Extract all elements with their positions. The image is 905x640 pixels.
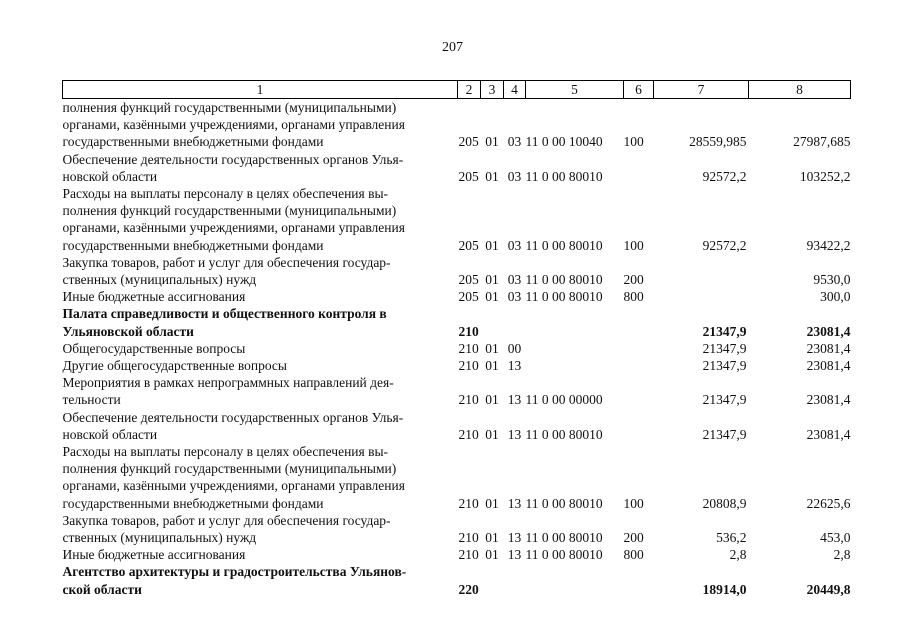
row-name-line: ственных (муниципальных) нужд — [62, 272, 257, 288]
row-value-2018: 21347,9 — [702, 426, 747, 442]
row-rz: 01 — [485, 272, 499, 288]
page-number: 207 — [442, 40, 463, 55]
row-value-2018: 536,2 — [716, 530, 747, 546]
row-pr: 13 — [507, 495, 522, 511]
header-col-5: 5 — [526, 81, 624, 99]
row-csr: 11 0 00 80010 — [525, 547, 603, 563]
row-pr: 13 — [507, 530, 522, 546]
row-pr: 13 — [507, 547, 522, 563]
row-pr: 03 — [507, 237, 522, 253]
row-value-2018: 20808,9 — [702, 495, 747, 511]
row-name-line: органами, казёнными учреждениями, органами управления — [62, 220, 405, 236]
row-name — [63, 512, 458, 546]
row-csr: 11 0 00 10040 — [525, 134, 603, 150]
row-name-line: Палата справедливости и общественного контроля в — [62, 306, 387, 322]
row-name — [63, 443, 458, 512]
row-name-line: Закупка товаров, работ и услуг для обеспечения государ- — [62, 512, 391, 528]
row-rz: 01 — [485, 530, 499, 546]
row-rz: 01 — [485, 237, 499, 253]
row-name — [63, 357, 458, 374]
row-pr: 03 — [507, 134, 522, 150]
row-vr — [624, 374, 654, 408]
row-vr: 200 — [623, 272, 644, 288]
table-row — [63, 374, 851, 408]
row-gr: 205 — [458, 272, 479, 288]
row-value-2018 — [654, 254, 749, 288]
row-name-line: ской области — [62, 581, 142, 597]
row-pr: 13 — [507, 358, 522, 374]
row-name-line: Агентство архитектуры и градостроительства Ульянов- — [62, 564, 407, 580]
row-name — [63, 254, 458, 288]
row-rz: 01 — [485, 426, 499, 442]
row-name-line: новской области — [62, 426, 158, 442]
table-row — [63, 340, 851, 357]
row-name-line: органами, казёнными учреждениями, органами управления — [62, 117, 405, 133]
row-name-line: Обеспечение деятельности государственных органов Улья- — [62, 151, 404, 167]
row-gr: 210 — [458, 530, 479, 546]
row-value-2019: 23081,4 — [806, 340, 851, 356]
table-header-row — [63, 81, 851, 99]
table-body — [63, 99, 851, 598]
row-csr: 11 0 00 00000 — [525, 392, 603, 408]
row-value-2018: 92572,2 — [702, 237, 747, 253]
row-name-line: государственными внебюджетными фондами — [62, 134, 324, 150]
row-pr — [504, 305, 526, 339]
row-name — [63, 340, 458, 357]
row-value-2018: 21347,9 — [702, 340, 747, 356]
table-row — [63, 512, 851, 546]
row-value-2018: 18914,0 — [702, 581, 747, 597]
row-rz — [481, 563, 504, 597]
row-pr: 03 — [507, 289, 522, 305]
row-value-2018: 92572,2 — [702, 168, 747, 184]
row-name-line: Закупка товаров, работ и услуг для обеспечения государ- — [62, 254, 391, 270]
row-name-line: Иные бюджетные ассигнования — [62, 289, 246, 305]
row-name — [63, 305, 458, 339]
row-vr — [624, 340, 654, 357]
row-value-2019: 23081,4 — [806, 426, 851, 442]
row-gr: 205 — [458, 237, 479, 253]
row-gr: 210 — [458, 547, 479, 563]
row-vr — [624, 357, 654, 374]
row-name-line: Мероприятия в рамках непрограммных направлений дея- — [62, 375, 394, 391]
table-row — [63, 254, 851, 288]
row-vr — [624, 151, 654, 185]
row-csr: 11 0 00 80010 — [525, 530, 603, 546]
row-vr: 200 — [623, 530, 644, 546]
table-row — [63, 409, 851, 443]
row-name-line: полнения функций государственными (муниципальными) — [62, 203, 397, 219]
row-vr — [624, 305, 654, 339]
table-row — [63, 563, 851, 597]
row-gr: 220 — [458, 581, 479, 597]
row-rz: 01 — [485, 134, 499, 150]
row-rz: 01 — [485, 289, 499, 305]
row-name-line: Общегосударственные вопросы — [62, 340, 246, 356]
row-vr — [624, 409, 654, 443]
table-row — [63, 185, 851, 254]
budget-table — [62, 80, 851, 598]
row-value-2019: 23081,4 — [806, 323, 851, 339]
row-value-2018: 2,8 — [729, 547, 747, 563]
row-name — [63, 409, 458, 443]
row-vr — [624, 563, 654, 597]
row-value-2019: 23081,4 — [806, 392, 851, 408]
row-rz: 01 — [485, 358, 499, 374]
row-name — [63, 99, 458, 151]
row-pr: 13 — [507, 392, 522, 408]
row-rz: 01 — [485, 495, 499, 511]
row-gr: 205 — [458, 134, 479, 150]
row-rz: 01 — [485, 168, 499, 184]
row-name-line: органами, казёнными учреждениями, органами управления — [62, 478, 405, 494]
header-col-8: 8 — [749, 81, 851, 99]
header-col-2: 2 — [458, 81, 481, 99]
row-value-2018: 21347,9 — [702, 358, 747, 374]
header-col-7: 7 — [654, 81, 749, 99]
row-value-2019: 453,0 — [820, 530, 851, 546]
row-name-line: новской области — [62, 168, 158, 184]
row-name-line: полнения функций государственными (муниципальными) — [62, 461, 397, 477]
row-csr: 11 0 00 80010 — [525, 289, 603, 305]
row-name-line: ственных (муниципальных) нужд — [62, 530, 257, 546]
row-value-2018 — [654, 288, 749, 305]
row-gr: 205 — [458, 289, 479, 305]
row-vr: 800 — [623, 547, 644, 563]
row-name-line: полнения функций государственными (муниципальными) — [62, 100, 397, 115]
row-name — [63, 546, 458, 563]
table-row — [63, 151, 851, 185]
row-vr: 100 — [623, 495, 644, 511]
row-csr — [526, 305, 624, 339]
row-value-2019: 300,0 — [820, 289, 851, 305]
row-pr: 00 — [507, 340, 522, 356]
row-pr: 13 — [507, 426, 522, 442]
row-vr: 800 — [623, 289, 644, 305]
row-value-2019: 22625,6 — [806, 495, 851, 511]
header-col-6: 6 — [624, 81, 654, 99]
row-name-line: Ульяновской области — [62, 323, 194, 339]
row-vr: 100 — [623, 237, 644, 253]
row-name — [63, 151, 458, 185]
row-name — [63, 563, 458, 597]
row-value-2019: 23081,4 — [806, 358, 851, 374]
row-csr — [526, 357, 624, 374]
table-row — [63, 305, 851, 339]
row-value-2019: 27987,685 — [793, 134, 851, 150]
row-name-line: тельности — [62, 392, 121, 408]
row-name-line: Обеспечение деятельности государственных органов Улья- — [62, 409, 404, 425]
row-rz — [481, 305, 504, 339]
row-csr — [526, 340, 624, 357]
row-pr — [504, 563, 526, 597]
row-gr: 210 — [458, 323, 479, 339]
row-pr: 03 — [507, 272, 522, 288]
row-gr: 210 — [458, 426, 479, 442]
row-rz: 01 — [485, 547, 499, 563]
table-row — [63, 357, 851, 374]
row-gr: 210 — [458, 358, 479, 374]
row-gr: 210 — [458, 340, 479, 356]
row-value-2019: 103252,2 — [799, 168, 851, 184]
table-row — [63, 546, 851, 563]
row-rz: 01 — [485, 392, 499, 408]
row-name-line: Другие общегосударственные вопросы — [62, 358, 287, 374]
row-name-line: Расходы на выплаты персоналу в целях обеспечения вы- — [62, 444, 389, 460]
row-csr: 11 0 00 80010 — [525, 168, 603, 184]
table-row — [63, 443, 851, 512]
row-value-2018: 28559,985 — [689, 134, 747, 150]
row-value-2019: 20449,8 — [806, 581, 851, 597]
row-name-line: государственными внебюджетными фондами — [62, 237, 324, 253]
header-col-4: 4 — [504, 81, 526, 99]
row-gr: 210 — [458, 495, 479, 511]
row-vr: 100 — [623, 134, 644, 150]
row-value-2018: 21347,9 — [702, 392, 747, 408]
row-gr: 210 — [458, 392, 479, 408]
table-row — [63, 288, 851, 305]
row-name-line: государственными внебюджетными фондами — [62, 495, 324, 511]
table-row — [63, 99, 851, 151]
row-value-2019: 9530,0 — [813, 272, 851, 288]
row-csr: 11 0 00 80010 — [525, 495, 603, 511]
row-gr: 205 — [458, 168, 479, 184]
row-csr: 11 0 00 80010 — [525, 426, 603, 442]
row-value-2018: 21347,9 — [702, 323, 747, 339]
row-value-2019: 93422,2 — [806, 237, 851, 253]
header-col-3: 3 — [481, 81, 504, 99]
row-pr: 03 — [507, 168, 522, 184]
row-name — [63, 185, 458, 254]
row-csr — [526, 563, 624, 597]
header-col-1: 1 — [63, 81, 458, 99]
row-csr: 11 0 00 80010 — [525, 272, 603, 288]
row-csr: 11 0 00 80010 — [525, 237, 603, 253]
row-value-2019: 2,8 — [833, 547, 851, 563]
row-name-line: Иные бюджетные ассигнования — [62, 547, 246, 563]
row-name-line: Расходы на выплаты персоналу в целях обеспечения вы- — [62, 186, 389, 202]
row-rz: 01 — [485, 340, 499, 356]
row-name — [63, 374, 458, 408]
row-name — [63, 288, 458, 305]
